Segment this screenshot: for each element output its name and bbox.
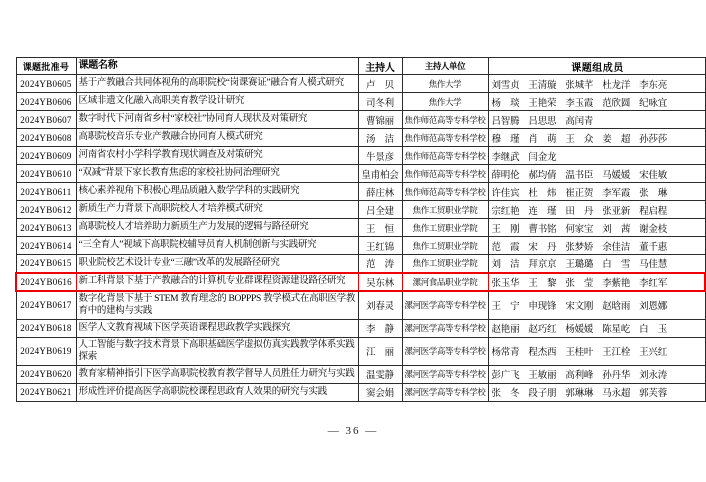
member-name: 董千惠 [639,242,668,253]
members-cell [488,337,705,365]
approval-number-cell: 2024YB0616 [16,273,76,291]
approval-number-cell: 2024YB0605 [16,75,76,93]
member-name: 赵晗雨 [602,302,631,312]
members-list [492,203,704,217]
approval-number-cell: 2024YB0614 [16,237,76,255]
leader-unit-cell: 漯河医学高等专科学校 [402,319,488,337]
member-name: 谢金枝 [639,224,668,235]
member-name: 张 琳 [639,188,668,199]
member-name: 闫金龙 [528,152,557,163]
members-list [492,221,704,235]
member-name: 王兴红 [639,348,668,358]
approval-number-cell: 2024YB0608 [16,129,76,147]
table-row [16,237,705,255]
members-list [492,256,704,270]
leader-unit-cell: 焦作大学 [402,75,488,93]
leader-unit-cell: 焦作师范高等专科学校 [402,129,488,147]
member-name: 赵艳丽 [491,325,520,335]
member-name: 吕智腾 [491,116,520,127]
member-name: 程杰西 [528,348,557,358]
members-list [492,239,704,253]
header-row [16,58,705,75]
table-row [16,183,705,201]
table-row [16,255,705,273]
members-cell [488,93,705,111]
members-list [492,185,704,199]
table-row [16,219,705,237]
member-name: 姜 超 [602,134,631,145]
table-row [16,111,705,129]
member-name: 杨 琰 [491,98,520,109]
members-list [492,167,704,181]
member-name: 许佳宾 [491,188,520,199]
leader-cell: 薛庄林 [358,183,402,201]
members-cell [488,255,705,273]
member-name: 孙莎莎 [639,134,668,145]
member-name: 王江栓 [602,348,631,358]
member-name: 范 霞 [491,242,520,253]
leader-cell: 吴东林 [358,273,402,291]
members-list [492,298,704,312]
leader-cell: 范 涛 [358,255,402,273]
member-name: 彭广飞 [491,371,520,381]
member-name: 薛明伦 [491,170,520,181]
approval-number-cell: 2024YB0609 [16,147,76,165]
member-name: 刘 茜 [602,224,631,235]
member-name: 马永超 [602,389,631,399]
members-cell [488,111,705,129]
project-title-cell: 高职院校人才培养助力新质生产力发展的逻辑与路径研究 [76,219,358,237]
member-name: 李玉霞 [565,98,594,109]
approval-number-cell: 2024YB0618 [16,319,76,337]
member-name: 王桂叶 [565,348,594,358]
leader-cell: 曹锦丽 [358,111,402,129]
members-cell [488,319,705,337]
leader-cell: 江 丽 [358,337,402,365]
leader-unit-cell: 漯河医学高等专科学校 [402,291,488,320]
member-name: 李继武 [491,152,520,163]
member-name: 曹书铭 [528,224,557,235]
member-name: 吕思思 [528,116,557,127]
project-title-cell: 教育家精神指引下医学高职院校教育教学督导人员胜任力研究与实践 [76,365,358,383]
member-name: 马佳慧 [639,260,668,271]
leader-unit-cell: 漯河医学高等专科学校 [402,337,488,365]
members-list [492,149,704,163]
member-name: 杨常青 [491,348,520,358]
member-name: 田 丹 [565,206,594,217]
projects-table [15,57,706,402]
member-name: 杜龙洋 [602,80,631,91]
member-name: 刘永涛 [639,371,668,381]
table-row [16,147,705,165]
member-name: 张 莹 [565,278,594,289]
member-name: 张亚新 [602,206,631,217]
member-name: 赵巧红 [528,325,557,335]
leader-cell: 刘春灵 [358,291,402,320]
header-leader: 主持人 [358,58,402,75]
member-name: 杜 炜 [528,188,557,199]
member-name: 王 众 [565,134,594,145]
leader-unit-cell: 焦作工贸职业学院 [402,219,488,237]
member-name: 孙丹华 [602,371,631,381]
member-name: 范欣圆 [602,98,631,109]
member-name: 余佳洁 [602,242,631,253]
member-name: 连 瑾 [528,206,557,217]
members-list [492,367,704,381]
members-list [492,113,704,127]
members-list [492,275,704,289]
project-title-cell: “双减”背景下家长教育焦虑的家校社协同治理研究 [76,165,358,183]
members-cell [488,147,705,165]
member-name: 宗红艳 [491,206,520,217]
leader-cell: 吕全建 [358,201,402,219]
leader-unit-cell: 漯河食品职业学院 [402,273,488,291]
project-title-cell: 形成性评价提高医学高职院校课程思政育人效果的研究与实践 [76,383,358,401]
project-title-cell: 区域非遗文化融入高职美育教学设计研究 [76,93,358,111]
member-name: 李红军 [639,278,668,289]
member-name: 王艳荣 [528,98,557,109]
header-approval-number: 课题批准号 [16,58,76,75]
table-row [16,291,705,320]
leader-cell: 卢 贝 [358,75,402,93]
leader-unit-cell: 漯河医学高等专科学校 [402,383,488,401]
project-title-cell: 职业院校艺术设计专业“三融”改革的发展路径研究 [76,255,358,273]
member-name: 张城芊 [565,80,594,91]
leader-unit-cell: 焦作工贸职业学院 [402,201,488,219]
leader-unit-cell: 焦作师范高等专科学校 [402,147,488,165]
members-list [492,344,704,358]
member-name: 温书臣 [565,170,594,181]
member-name: 何家宝 [565,224,594,235]
member-name: 马媛媛 [602,170,631,181]
table-row [16,93,705,111]
member-name: 程启程 [639,206,668,217]
member-name: 段子朋 [528,389,557,399]
member-name: 白 玉 [639,325,668,335]
leader-unit-cell: 焦作师范高等专科学校 [402,111,488,129]
members-list [492,95,704,109]
member-name: 王 宁 [491,302,520,312]
members-cell [488,365,705,383]
approval-number-cell: 2024YB0610 [16,165,76,183]
members-cell [488,183,705,201]
members-cell [488,129,705,147]
leader-unit-cell: 焦作大学 [402,93,488,111]
members-cell [488,165,705,183]
member-name: 李东亮 [639,80,668,91]
leader-cell: 王 恒 [358,219,402,237]
leader-unit-cell: 焦作工贸职业学院 [402,237,488,255]
member-name: 王 刚 [491,224,520,235]
member-name: 张玉华 [491,278,520,289]
leader-cell: 牛景彦 [358,147,402,165]
table-row [16,383,705,401]
members-cell [488,237,705,255]
project-title-cell: 高职院校音乐专业产教融合协同育人模式研究 [76,129,358,147]
leader-unit-cell: 焦作师范高等专科学校 [402,165,488,183]
approval-number-cell: 2024YB0612 [16,201,76,219]
table-row [16,365,705,383]
member-name: 申现锋 [528,302,557,312]
leader-cell: 汤 洁 [358,129,402,147]
leader-cell: 司冬利 [358,93,402,111]
member-name: 刘 洁 [491,260,520,271]
project-title-cell: 医学人文教育视域下医学英语课程思政教学实践探究 [76,319,358,337]
members-cell [488,383,705,401]
page-number: — 36 — [327,425,379,437]
member-name: 宋文刚 [565,302,594,312]
leader-cell: 李 静 [358,319,402,337]
approval-number-cell: 2024YB0611 [16,183,76,201]
project-title-cell: 新质生产力背景下高职院校人才培养模式研究 [76,201,358,219]
project-title-cell: 河南省农村小学科学教育现状调查及对策研究 [76,147,358,165]
table-row [16,201,705,219]
table-row [16,75,705,93]
members-list [492,77,704,91]
leader-cell: 皇甫柏会 [358,165,402,183]
member-name: 李军霞 [602,188,631,199]
approval-number-cell: 2024YB0615 [16,255,76,273]
member-name: 拜京京 [528,260,557,271]
leader-unit-cell: 焦作师范高等专科学校 [402,183,488,201]
member-name: 高闰青 [565,116,594,127]
member-name: 宋 丹 [528,242,557,253]
member-name: 高利峰 [565,371,594,381]
members-list [492,131,704,145]
member-name: 杨媛媛 [565,325,594,335]
member-name: 白 雪 [602,260,631,271]
members-cell [488,201,705,219]
table-row [16,165,705,183]
member-name: 张 冬 [491,389,520,399]
project-title-cell: 数字时代下河南省乡村“家校社”协同育人现状及对策研究 [76,111,358,129]
leader-unit-cell: 焦作工贸职业学院 [402,255,488,273]
header-project-title: 课题名称 [76,58,358,75]
member-name: 王敏丽 [528,371,557,381]
member-name: 肖 萌 [528,134,557,145]
approval-number-cell: 2024YB0606 [16,93,76,111]
member-name: 崔正贺 [565,188,594,199]
member-name: 李紫艳 [602,278,631,289]
approval-number-cell: 2024YB0619 [16,337,76,365]
table-row [16,319,705,337]
leader-cell: 王红锦 [358,237,402,255]
table-row [16,129,705,147]
member-name: 刘雪贞 [491,80,520,91]
header-leader-unit: 主持人单位 [402,58,488,75]
member-name: 纪咏宜 [639,98,668,109]
member-name: 陈星屹 [602,325,631,335]
leader-cell: 窦会娟 [358,383,402,401]
table-body [16,75,705,402]
project-title-cell: 数字化背景下基于 STEM 教育理念的 BOPPPS 教学模式在高职医学教育中的建构与实践 [76,291,358,320]
member-name: 郭琳琳 [565,389,594,399]
project-title-cell: “三全育人”视域下高职院校辅导员育人机制创新与实践研究 [76,237,358,255]
members-cell [488,291,705,320]
project-title-cell: 新工科背景下基于产教融合的计算机专业群课程资源建设路径研究 [76,273,358,291]
members-cell [488,219,705,237]
approval-number-cell: 2024YB0607 [16,111,76,129]
member-name: 张梦娇 [565,242,594,253]
member-name: 王清璇 [528,80,557,91]
table-row-highlighted [16,273,705,291]
member-name: 刘恩娜 [639,302,668,312]
member-name: 穆 瑾 [491,134,520,145]
member-name: 王 黎 [528,278,557,289]
member-name: 郝均倩 [528,170,557,181]
approval-number-cell: 2024YB0613 [16,219,76,237]
project-title-cell: 基于产教融合共同体视角的高职院校“岗课赛证”融合育人模式研究 [76,75,358,93]
project-title-cell: 核心素养视角下积极心理品质融入数学学科的实践研究 [76,183,358,201]
header-members: 课题组成员 [488,58,705,75]
approval-number-cell: 2024YB0621 [16,383,76,401]
approval-number-cell: 2024YB0620 [16,365,76,383]
member-name: 宋佳敏 [639,170,668,181]
approval-number-cell: 2024YB0617 [16,291,76,320]
member-name: 王璐璐 [565,260,594,271]
leader-unit-cell: 漯河医学高等专科学校 [402,365,488,383]
members-cell [488,75,705,93]
member-name: 郭芙蓉 [639,389,668,399]
table-row [16,337,705,365]
members-list [492,321,704,335]
leader-cell: 温雯静 [358,365,402,383]
project-title-cell: 人工智能与数字技术背景下高职基础医学虚拟仿真实践教学体系实践探索 [76,337,358,365]
members-list [492,385,704,399]
members-cell [488,273,705,291]
